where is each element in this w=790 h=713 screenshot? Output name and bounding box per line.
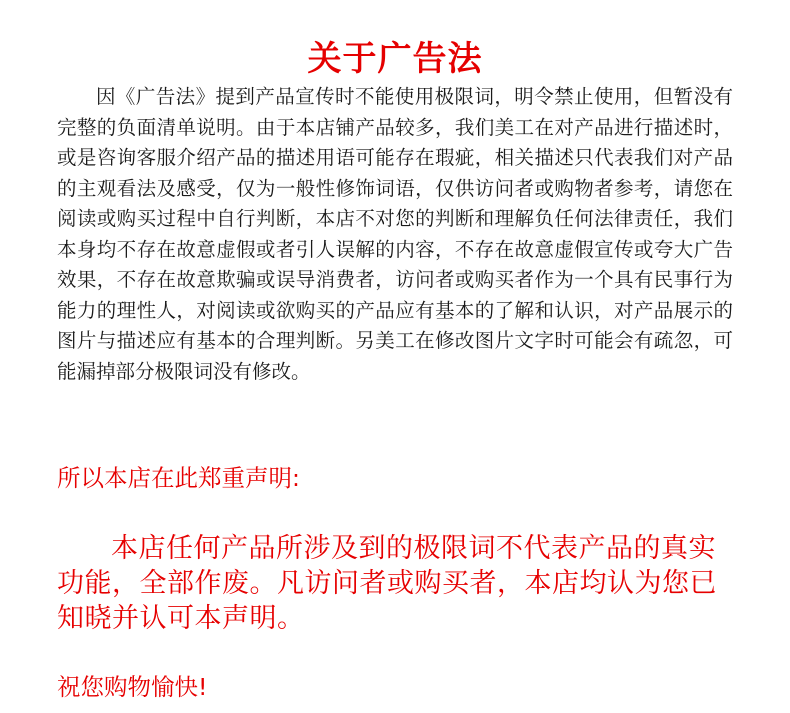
- intro-paragraph: 因《广告法》提到产品宣传时不能使用极限词，明令禁止使用，但暂没有完整的负面清单说明。由于本店铺产品较多，我们美工在对产品进行描述时，或是咨询客服介绍产品的描述用语可能存在瑕疵，相关描述只代表我们对产品的主观看法及感受，仅为一般性修饰词语，仅供访问者或购物者参考，请您在阅读或购买过程中自行判断，本店不对您的判断和理解负任何法律责任，我们本身均不存在故意虚假或者引人误解的内容，不存在故意虚假宣传或夸大广告效果，不存在故意欺骗或误导消费者，访问者或购买者作为一个具有民事行为能力的理性人，对阅读或欲购买的产品应有基本的了解和认识，对产品展示的图片与描述应有基本的合理判断。另美工在修改图片文字时可能会有疏忽，可能漏掉部分极限词没有修改。: [57, 85, 733, 383]
- declaration-text: 本店任何产品所涉及到的极限词不代表产品的真实功能，全部作废。凡访问者或购买者，本店均认为您已知晓并认可本声明。: [57, 533, 717, 634]
- closing-text: 祝您购物愉快!: [57, 673, 208, 701]
- page-title: 关于广告法: [307, 38, 483, 79]
- declaration-heading: 所以本店在此郑重声明:: [57, 464, 300, 492]
